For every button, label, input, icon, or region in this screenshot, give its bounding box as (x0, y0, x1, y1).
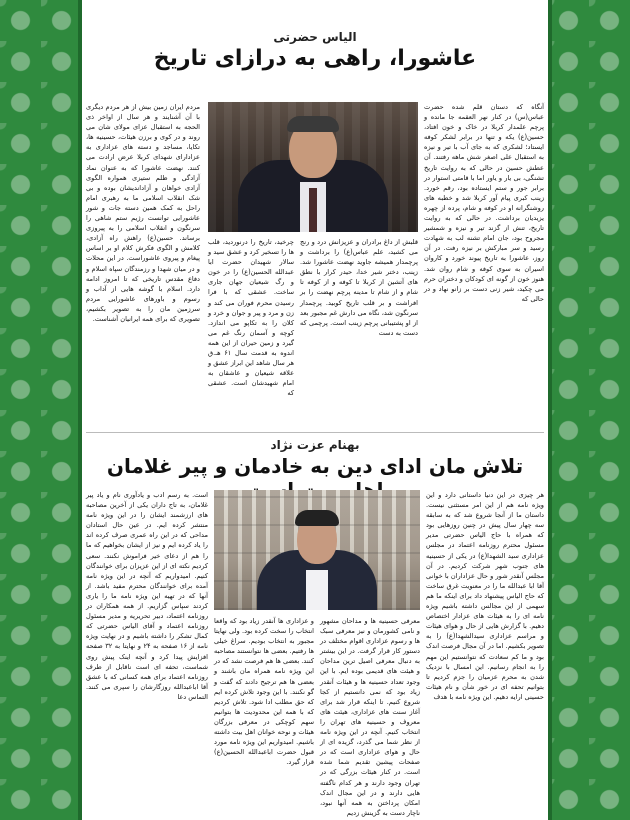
right-decorative-border (548, 0, 630, 820)
article1-author: الیاس حضرتی (273, 30, 357, 44)
article1-column-left-lower: چرخید، تاریخ را درنوردید، قلب ها را تسخیر کرد و عشق سید و سالار شهیدان حضرت ابا عبدالله الحسین(ع) را در خون و رگ شیعیان جهان جاری ساخت. عشقی که با فرا رسیدن محرم فوران می کند و زن و مرد و پیر و جوان و خرد و کلان را به تکاپو می اندازد. کوچه و آسمان رنگ غم می گیرد و زمین حیران از این همه اندوه به قدمت سال ۶۱ هـ.ق هر سال شاهد این ابراز عشق و علاقه شیعیان و عاشقان به امام شهیدشان است. عشقی که (208, 238, 294, 398)
article2-columns (86, 490, 544, 817)
article1-author-photo (208, 102, 418, 232)
article1-column-middle: قلبش از داغ برادران و عزیزانش درد و رنج می کشید، علم عباس(ع) را برداشت و پرچمدار همیشه جاوید نهضت عاشورا شد. زینب، دختر شیر خدا، حیدر کرار با نطق های آتشین از کربلا تا کوفه و از کوفه تا شام و از شام تا مدینه پرچم نهضت را بر افراشت و بر قلب تاریخ کوبید. پرچمدار سرنگون شد، نگاه می دارش غم مجبور بعد از او پشتیبانی پرچم زینب است. پرچمی که دست به دست (300, 238, 418, 337)
article1-columns (86, 102, 544, 432)
article1-headline: عاشورا، راهی به درازای تاریخ (153, 46, 477, 71)
article2-author-photo (214, 490, 420, 610)
article2-author: بهنام عزت نژاد (270, 438, 360, 452)
article2-column-left-lower: و عزاداری ها آنقدر زیاد بود که واقعا انتخاب را سخت کرده بود. ولی نهایتا مجبور به انتخاب بودیم. سراغ خیلی ها رفتیم. بعضی ها نتوانستند مصاحبه کنند. بعضی ها هم فرصت نشد که در این ویژه نامه همراه مان باشند و بعضی ها هم ترجیح دادند که گفت و گو نکنند. با این وجود تلاش کرده ایم که حق مطلب ادا شود. تلاش کردیم که با همه این محدودیت ها بتوانیم سهم کوچکی در معرفی بزرگان هیئات و نوحه خوانان اهل بیت داشته باشیم. امیدواریم این ویژه نامه مورد قبول حضرت اباعبدالله الحسین(ع) قرار گیرد. (214, 617, 314, 767)
article-ashura (86, 30, 544, 432)
article2-column-left: است. به رسم ادب و یادآوری نام و یاد پیر غلامان، به تاج داران یکی از آخرین مصاحبه های ارزشمند ایشان را در این ویژه نامه منتشر کرده ایم. در عین حال استادان مداحی که در این راه عمری صرف کرده اند را یاد کرده ایم و نیز از ایشان بخواهیم که ما را هم از دعای خیر فراموش نکنند. سعی کردیم نکته ای از این عزیزان برای خوانندگان کنیم. امیدواریم که آنچه در این ویژه نامه آمده برای خوانندگان محترم مفید باشد. از آنها که در تهیه این ویژه نامه ما را یاری کردند سپاس گزاریم. از همه همکاران در روزنامه اعتماد، دبیر تحریریه و مدیر مسئول روزنامه اعتماد و آقای الیاس حضرتی که کمال تشکر را داشته باشیم و در نهایت ویژه نامه از ۱۶ صفحه به ۲۴ و نهایتا به ۳۲ صفحه افزایش پیدا کرد و آنچه اینک پیش روی شماست، تحفه ای است ناقابل از طرف روزنامه اعتماد برای همه کسانی که با عشق آقا اباعبدالله روزگارشان را سپری می کنند. التماس دعا (86, 491, 209, 701)
page-content (86, 30, 544, 815)
article1-column-right: آنگاه که دستان قلم شده حضرت عباس(س) در کنار نهر العقمه جا مانده و پرچم علمدار کربلا در خاک و خون افتاد، حسین(ع) یکه و تنها در برابر لشکر کوفه ایستاد؛ لشکری که به جای آب با تیر و نیزه به استقبال علی اصغر شش ماهه رفتند. آن عطش حسین در حالی که به روایت تاریخ تشنگی، بی ‌یار و یاور اما با قامتی استوار در برابر جور و ستم ایستاده بود، رقم خورد. زینب کبری پیام آور کربلا شد و خطبه های روشنگرانه او در کوفه و شام، پرده از چهره یزیدیان برداشت. در حالی که به روایت تاریخ، تنش از گزند تیر و نیزه و شمشیر مجروح بود، جان امام تشنه لب به شهادت رسید و سر مبارکش بر نیزه رفت. در آن روز، عاشورا به تاریخ پیوند خورد و کاروان اسیران به سوی کوفه و شام روان شد. هنوز خون از گونه ای کودکان و دختران حرم می چکید، شیر زنی دست بر زانو نهاد و در حالی که (424, 103, 544, 303)
article1-column-left: مردم ایران زمین بیش از هر مردم دیگری با آن آشنایند و هر سال از اواخر ذی الحجه به استقبال عزای مولای شان می روند و در کوی و برزن هیئات، حسینیه ها، تکایا، مساجد و دسته های عزاداری به عزادارای شهدای کربلا عرض ارادت می کنند. نهضت عاشورا که به عنوان نماد آزادگی و ظلم ستیزی همواره الگوی آزادی خواهان و آزاداندیشان بوده و بی شک انقلاب اسلامی ما به رهبری امام راحل به کمک همین دسته جات و شور عاشورایی توانست رژیم ستم شاهی را سرنگون و انقلاب اسلامی را به پیروزی برساند. حسین(ع) راهش راه آزادی، کلامش و الگوی فکرش کلام او بر اساس پیغام و پیروی عاشوراست. در این محلات و در میان شهدا و رزمندگان سپاه اسلام و دفاع مقدس تاریخی که تا امروز ادامه دارد. اسلام با گوشه هایی از آداب و رسوم و باورهای عاشورایی مردم سرزمین مان را به تصویر بکشیم، تصویری که برای همه ایرانیان آشناست. (86, 103, 200, 323)
article2-column-right: هر چیزی در این دنیا داستانی دارد و این ویژه نامه هم از این امر مستثنی نیست. داستان ما از آنجا شروع شد که به سابقه سه چهار سال پیش در چنین روزهایی بود که همراه با حاج الیاس حضرتی مدیر مسئول محترم روزنامه اعتماد در مجلس عزاداری سید الشهدا(ع) در یکی از حسینیه های جنوب شهر شرکت کردیم. در آن مجلس آنقدر شور و حال عزاداران با خوانی آقا ابا عبدالله ما را در معنویت غرق ساخت که حاج الیاس پیشنهاد داد برای اینکه ما هم سهمی از این مجالس داشته باشیم ویژه نامه ای را به هیئات های عزادار اختصاص دهیم. با گزارش هایی از حال و هوای هیئات و مراسم عزاداری سیدالشهدا(ع) را به تصویر بکشیم. اما در آن مجال فرصت اندک بود و ما کم سعادت که نتوانستیم این مهم را به انجام رسانیم. این امسال با نزدیک شدن به محرم عزمیان را جزم کردیم تا بتوانیم تحفه ای در خور شأن و نام هیئات حسینی ارایه دهیم. این ویژه نامه با هدف (426, 491, 544, 701)
article-ehl-beyt (86, 432, 544, 817)
article2-column-middle: معرفی حسینیه ها و مداحان مشهور و نامی کشورمان و نیز معرفی سبک ها و رسوم عزاداری اقوام مختلف در دستور کار قرار گرفت. در این بیشتر به دنبال معرفی اصیل ترین مداحان و هیئت های قدیمی بوده ایم. با این وجود تعداد حسینیه ها و هیئات آنقدر زیاد بود که نمی دانستیم از کجا شروع کنیم. تا اینکه قرار شد برای آغاز سنت های عزاداری، هیئت های معروف و حسینیه های تهران را انتخاب کنیم. آنچه در این ویژه نامه از نظر شما می گذرد، گزیده ای از حال و هوای عزاداری است که در صفحات پیشین تقدیم شما شده است. در کنار هیئات بزرگی که در تهران وجود دارند و هر کدام ناگفته هایی دارند و در این مجال اندک امکان پرداختن به همه آنها نبود، ناچار دست به گزینش زدیم (320, 617, 420, 817)
article2-headline: تلاش مان ادای دین به خادمان و پیر غلامان (106, 454, 524, 478)
left-decorative-border (0, 0, 82, 820)
